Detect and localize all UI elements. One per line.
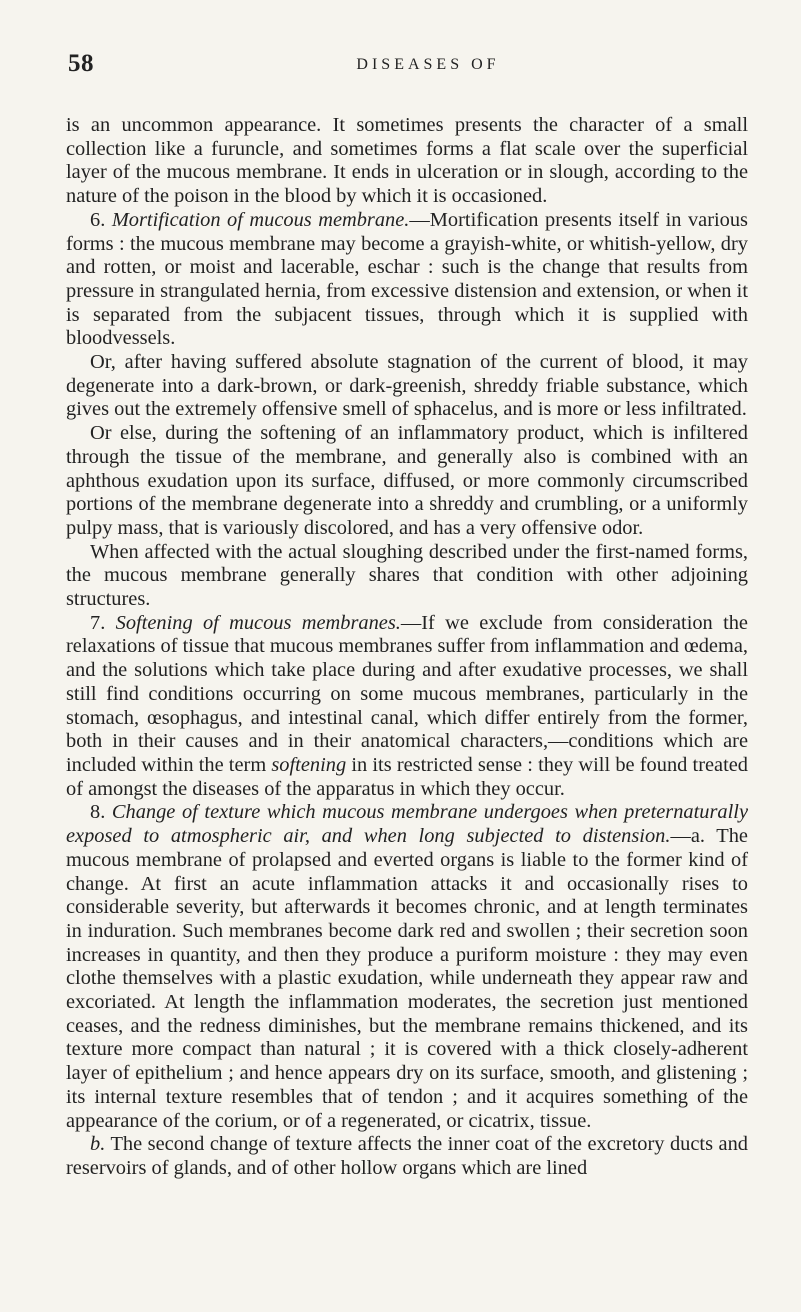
paragraph-text: —a. The mucous membrane of prolapsed and everted organs is liable to the former kind of change. At first an acute inflammation attacks it and occasionally rises to considerable severity, but afterwards it becomes chronic, and at length terminates in induration. Such membranes become dark red and swollen ; their secretion soon increases in quantity, and then they produce a puriform moisture : they may even clothe themselves with a plastic exudation, while underneath they appear raw and excoriated. At length the inflammation moderates, the secretion just mentioned ceases, and the redness diminishes, but the membrane remains thickened, and its texture more compact than natural ; it is covered with a thick closely-adherent layer of epithelium ; and hence appears dry on its surface, smooth, and glistening ; its internal texture resembles that of tendon ; and it acquires something of the appearance of the corium, or of a regenerated, or cicatrix, tissue. bbox=[66, 825, 748, 1132]
section-number: 7. bbox=[90, 611, 106, 634]
running-head bbox=[68, 50, 768, 80]
body-text bbox=[66, 114, 748, 1181]
page-number: 58 bbox=[68, 50, 94, 77]
paragraph-softening-product bbox=[66, 422, 748, 541]
paragraph-text: —If we exclude from consideration the relaxations of tissue that mucous membranes suffer from inflammation and œdema, and the solutions which take place during and after exudative processes, we shall still find conditions occurring on some mucous membranes, particularly in the stomach, œsophagus, and intestinal canal, which differ entirely from the former, both in their causes and in their anatomical characters,—conditions which are included within the term bbox=[66, 611, 748, 776]
paragraph-text: is an uncommon appearance. It sometimes presents the character of a small collection like a furuncle, and sometimes forms a flat scale over the superficial layer of the mucous membrane. It ends in ulceration or in slough, according to the nature of the poison in the blood by which it is occasioned. bbox=[66, 114, 748, 208]
paragraph-text: The second change of texture affects the inner coat of the excretory ducts and reservoirs of glands, and of other hollow organs which are lined bbox=[66, 1133, 748, 1179]
section-heading: Softening of mucous membranes. bbox=[115, 611, 401, 634]
paragraph-text: Or else, during the softening of an inflammatory product, which is infiltered through the tissue of the membrane, and generally also is combined with an aphthous exudation upon its surface, diffused, or more commonly circumscribed portions of the membrane degenerate into a shreddy and crumbling, or a uniformly pulpy mass, that is variously discolored, and has a very offensive odor. bbox=[66, 422, 748, 539]
paragraph-text: When affected with the actual sloughing described under the first-named forms, the mucous membrane generally shares that condition with other adjoining structures. bbox=[66, 540, 748, 611]
emphasized-term: softening bbox=[271, 753, 347, 776]
paragraph-text: in its restricted sense : they will be found treated of amongst the diseases of the apparatus in which they occur. bbox=[66, 753, 748, 800]
paragraph-second-change bbox=[66, 1133, 748, 1180]
subsection-letter: b. bbox=[90, 1133, 106, 1156]
paragraph-mortification bbox=[66, 209, 748, 351]
paragraph-change-of-texture bbox=[66, 801, 748, 1133]
paragraph-stagnation bbox=[66, 351, 748, 422]
paragraph-text: —Mortification presents itself in various forms : the mucous membrane may become a grayish-white, or whitish-yellow, dry and rotten, or moist and lacerable, eschar : such is the change that results from pressure in strangulated hernia, from excessive distension and extension, or when it is separated from the subjacent tissues, through which it is supplied with bloodvessels. bbox=[66, 208, 748, 350]
section-heading: Change of texture which mucous membrane undergoes when preternaturally exposed to atmospheric air, and when long subjected to distension. bbox=[66, 801, 748, 848]
paragraph-text: Or, after having suffered absolute stagnation of the current of blood, it may degenerate into a dark-brown, or dark-greenish, shreddy friable substance, which gives out the extremely offensive smell of sphacelus, and is more or less infiltrated. bbox=[66, 351, 748, 421]
section-number: 6. bbox=[90, 208, 106, 231]
paragraph-sloughing bbox=[66, 541, 748, 612]
running-head-title: DISEASES OF bbox=[356, 56, 500, 73]
section-number: 8. bbox=[90, 801, 106, 824]
paragraph-continued bbox=[66, 114, 748, 209]
paragraph-softening bbox=[66, 612, 748, 802]
section-heading: Mortification of mucous membrane. bbox=[111, 208, 410, 231]
